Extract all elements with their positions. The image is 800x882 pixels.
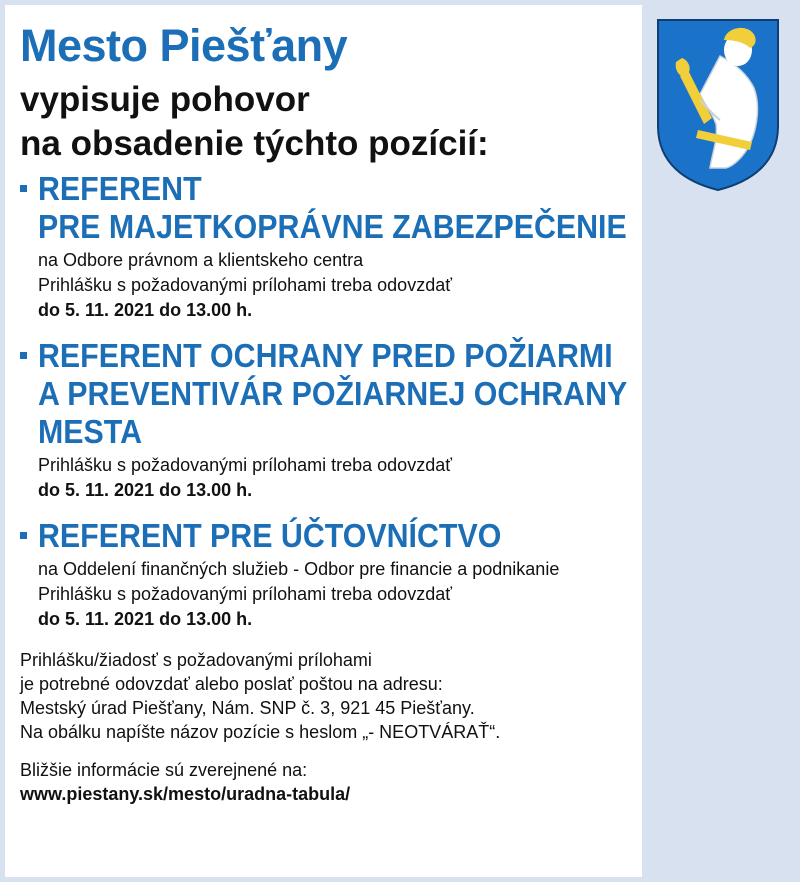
deadline-text: do 5. 11. 2021 do 13.00 h [38,300,248,320]
position-1 [20,170,790,323]
position-title-line-2: PRE MAJETKOPRÁVNE ZABEZPEČENIE [38,208,627,245]
footer-line-1: Prihlášku/žiadosť s požadovanými prílohami [20,650,372,670]
bullet-icon [20,532,27,539]
position-deadline: do 5. 11. 2021 do 13.00 h. [38,300,253,320]
subtitle-line-1: vypisuje pohovor [20,80,310,119]
position-deadline: do 5. 11. 2021 do 13.00 h. [38,609,253,629]
position-title-line-2: A PREVENTIVÁR POŽIARNEJ OCHRANY [38,375,628,412]
footer-address: Mestský úrad Piešťany, Nám. SNP č. 3, 921 45 Piešťany. [20,698,475,718]
position-3 [20,517,790,632]
subtitle-line-2: na obsadenie týchto pozícií: [20,124,489,163]
position-2 [20,337,790,503]
position-instruction: Prihlášku s požadovanými prílohami treba odovzdať [38,275,452,295]
frame-top [0,0,800,5]
deadline-text: do 5. 11. 2021 do 13.00 h [38,609,248,629]
subtitle [20,78,790,166]
position-department: na Oddelení finančných služieb - Odbor pre financie a podnikanie [38,559,560,579]
position-title-line-1: REFERENT PRE ÚČTOVNÍCTVO [38,517,502,554]
info-url-link[interactable]: www.piestany.sk/mesto/uradna-tabula/ [20,784,351,804]
frame-left [0,0,5,882]
bullet-icon [20,352,27,359]
position-deadline: do 5. 11. 2021 do 13.00 h. [38,480,253,500]
position-instruction: Prihlášku s požadovanými prílohami treba odovzdať [38,584,452,604]
notice-content [20,20,790,806]
more-info [20,758,790,806]
position-title-line-1: REFERENT [38,170,202,207]
position-instruction: Prihlášku s požadovanými prílohami treba odovzdať [38,455,452,475]
footer-envelope-note: Na obálku napíšte názov pozície s heslom „- NEOTVÁRAŤ“. [20,722,501,742]
deadline-text: do 5. 11. 2021 do 13.00 h [38,480,248,500]
frame-bottom [0,877,800,882]
page-title: Mesto Piešťany [20,20,348,71]
more-info-label: Bližšie informácie sú zverejnené na: [20,760,308,780]
footer-line-2: je potrebné odovzdať alebo poslať poštou na adresu: [20,674,443,694]
position-title-line-3: MESTA [38,413,143,450]
position-title-line-1: REFERENT OCHRANY PRED POŽIARMI [38,337,613,374]
position-department: na Odbore právnom a klientskeho centra [38,250,364,270]
application-info [20,648,790,744]
bullet-icon [20,185,27,192]
